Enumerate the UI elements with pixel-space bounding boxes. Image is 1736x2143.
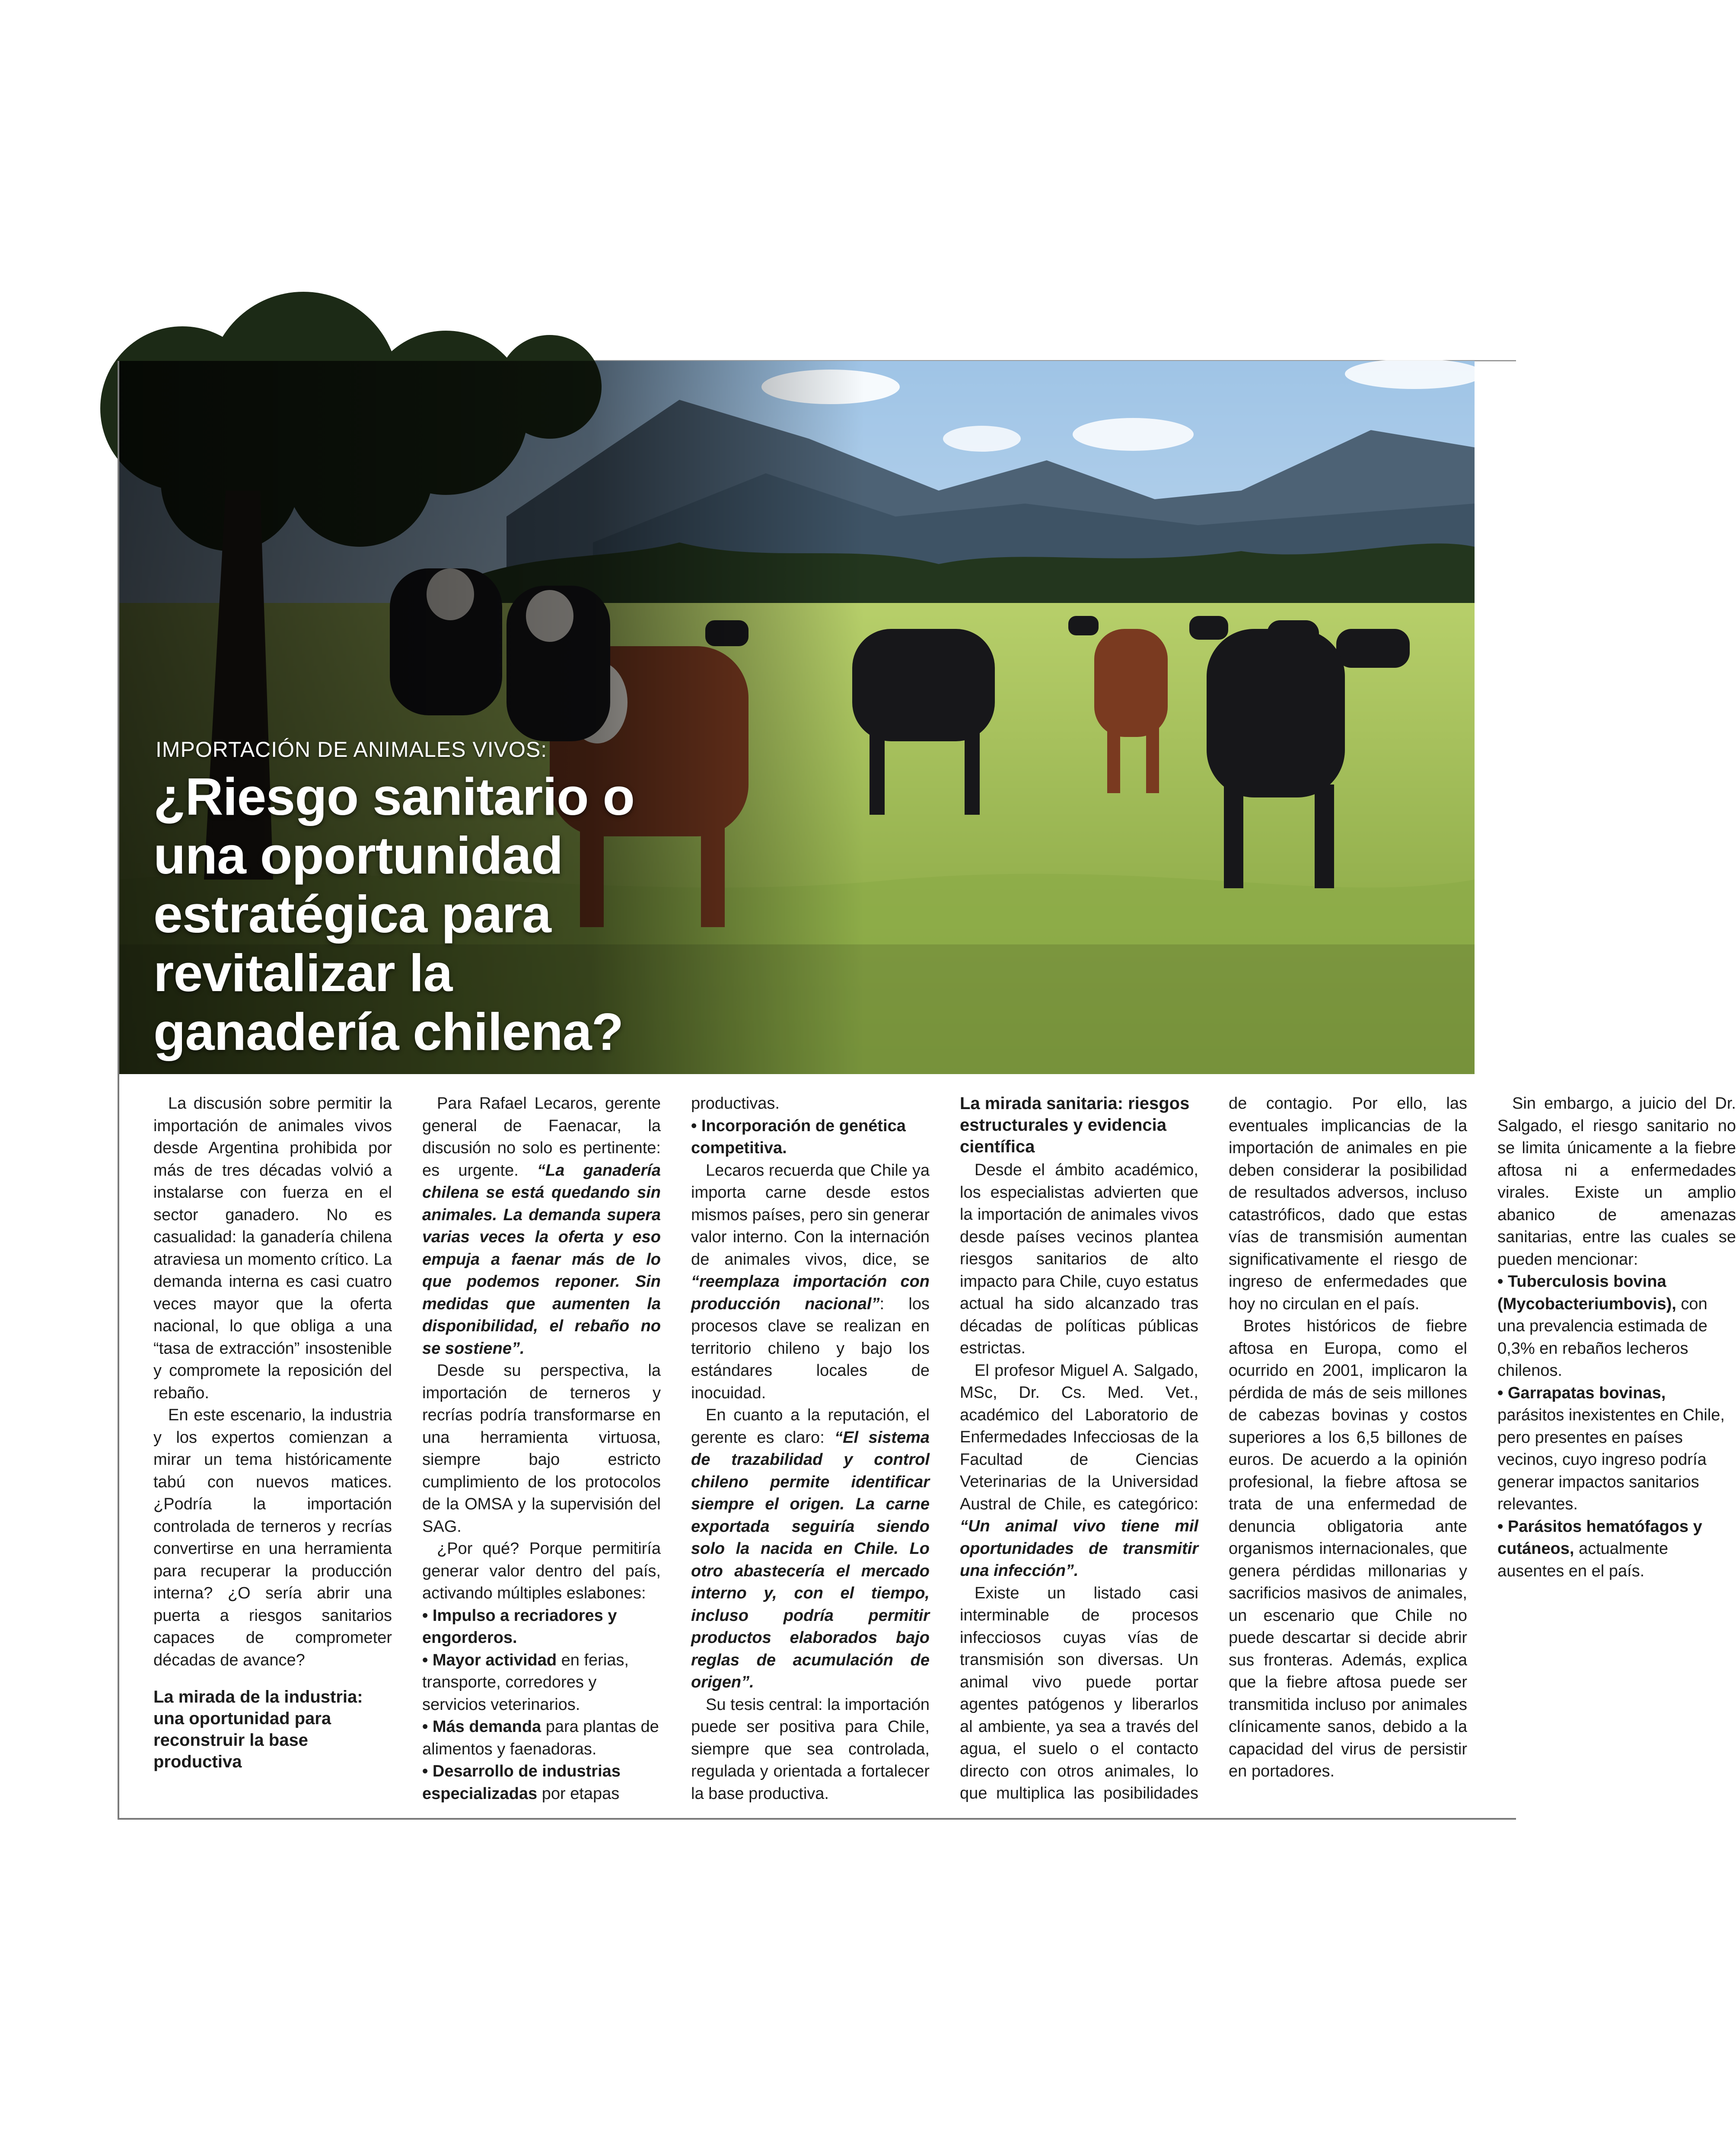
list-item-bold: Desarrollo de industrias especializadas [422, 1762, 621, 1803]
list-item-text: con una prevalencia estimada de 0,3% en rebaños lecheros chilenos. [1497, 1295, 1707, 1380]
list-item [691, 1115, 930, 1160]
list-item-bold: Impulso a recriadores y engorderos. [422, 1606, 617, 1647]
quote: “Un animal vivo tiene mil oportunidades de transmitir una infección”. [960, 1517, 1198, 1580]
list-item-text: por etapas productivas. [537, 1094, 780, 1803]
list-item-bold: Más demanda [432, 1718, 542, 1736]
paragraph: Desde su perspectiva, la importación de terneros y recrías podría transformarse en una herramienta virtuosa, siempre bajo estricto cumplimiento de los protocolos de la OMSA y la supervisión del SAG. [422, 1362, 661, 1536]
paragraph: Desde el ámbito académico, los especialistas advierten que la importación de animales vivos desde países vecinos plantea riesgos sanitarios de alto impacto para Chile, cuyo estatus actual ha sido alcanzado tras décadas de políticas públicas estrictas. [960, 1161, 1198, 1357]
section-heading-industry: La mirada de la industria: una oportunidad para reconstruir la base productiva [153, 1687, 363, 1771]
paragraph [960, 1360, 1198, 1582]
list-item-bold: Mayor actividad [432, 1651, 557, 1669]
paragraph: Su tesis central: la importación puede ser positiva para Chile, siempre que sea controlada, regulada y orientada a fortalecer la base productiva. [691, 1695, 930, 1803]
text-run: En cuanto a la reputación, el gerente es claro: [691, 1406, 930, 1447]
list-item-text: parásitos inexistentes en Chile, pero presentes en países vecinos, cuyo ingreso podría generar impactos sanitarios relevantes. [1497, 1406, 1725, 1513]
list-item-bold: Garrapatas bovinas, [1507, 1384, 1666, 1402]
quote: “La ganadería chilena se está quedando sin animales. La demanda supera varias veces la oferta y eso empuja a faenar más de lo que podemos reponer. Sin medidas que aumenten la disponibilidad, el rebaño no se sostiene”. [422, 1161, 661, 1358]
list-item-bold: Incorporación de genética competitiva. [691, 1116, 906, 1157]
list-item [1497, 1382, 1736, 1516]
section-heading-sanitary: La mirada sanitaria: riesgos estructurales y evidencia científica [960, 1094, 1190, 1156]
text-run: El profesor Miguel A. Salgado, MSc, Dr. Cs. Med. Vet., académico del Laboratorio de Enfermedades Infecciosas de la Facultad de Ciencias Veterinarias de la Universidad Austral de Chile, es categórico: [960, 1361, 1198, 1513]
paragraph: Brotes históricos de fiebre aftosa en Europa, como el ocurrido en 2001, implicaron la pérdida de más de seis millones de cabezas bovinas y costos superiores a los 6,5 billones de euros. De acuerdo a la opinión profesional, la fiebre aftosa se trata de una enfermedad de denuncia obligatoria ante organismos internacionales, que genera pérdidas millonarias y sacrificios masivos de animales, un escenario que Chile no puede descartar si decide abrir sus fronteras. Además, explica que la fiebre aftosa puede ser transmitida incluso por animales clínicamente sanos, debido a la capacidad del virus de persistir en portadores. [1229, 1317, 1467, 1780]
bottom-border-rule [118, 1818, 1516, 1820]
paragraph: ¿Por qué? Porque permitiría generar valor dentro del país, activando múltiples eslabones: [422, 1540, 661, 1602]
text-run: Para Rafael Lecaros, gerente general de Faenacar, la discusión no solo es pertinente: es urgente. [422, 1094, 661, 1180]
threats-list [1497, 1271, 1736, 1582]
paragraph: En este escenario, la industria y los expertos comienzan a mirar un tema históricamente tabú con nuevos matices. ¿Podría la importación controlada de terneros y recrías convertirse en una herramienta para recuperar la producción interna? ¿O sería abrir una puerta a riesgos sanitarios capaces de comprometer décadas de avance? [153, 1406, 392, 1669]
list-item [422, 1649, 661, 1716]
list-item-text: en ferias, transporte, corredores y servicios veterinarios. [422, 1651, 629, 1714]
text-run: Lecaros recuerda que Chile ya importa carne desde estos mismos países, pero sin generar valor interno. Con la internación de animales vivos, dice, se [691, 1161, 930, 1269]
list-item-bold: Parásitos hematófagos y cutáneos, [1497, 1517, 1702, 1558]
quote: “reemplaza importación con producción nacional” [691, 1272, 930, 1313]
paragraph: Sin embargo, a juicio del Dr. Salgado, el riesgo sanitario no se limita únicamente a la fiebre aftosa ni a enfermedades virales. Existe un amplio abanico de amenazas sanitarias, entre las cuales se pueden mencionar: [1497, 1094, 1736, 1269]
list-item-text: actualmente ausentes en el país. [1497, 1540, 1668, 1580]
paragraph [691, 1404, 930, 1694]
paragraph [422, 1093, 661, 1360]
quote: “El sistema de trazabilidad y control chileno permite identificar siempre el origen. La carne exportada seguiría siendo solo la nacida en Chile. Lo otro abastecería el mercado interno y, con el tiempo, incluso podría permitir productos elaborados bajo reglas de acumulación de origen”. [691, 1428, 930, 1691]
list-item-text: para plantas de alimentos y faenadoras. [422, 1718, 659, 1758]
text-run: : los procesos clave se realizan en territorio chileno y bajo los estándares locales de inocuidad. [691, 1295, 930, 1402]
list-item-bold: Tuberculosis bovina (Mycobacteriumbovis), [1497, 1272, 1676, 1313]
list-item [1497, 1516, 1736, 1583]
list-item [422, 1716, 661, 1760]
left-border-rule [118, 361, 119, 1820]
paragraph: Existe un listado casi interminable de procesos infecciosos cuyas vías de transmisión son diversas. Un animal vivo puede portar agentes patógenos y liberarlos al ambiente, ya sea a través del agua, el suelo o el contacto directo con otros animales, lo que multiplica las posibilidades de contagio. Por ello, las eventuales implicancias de la importación de animales en pie deben considerar la posibilidad de resultados adversos, incluso catastróficos, dado que estas vías de transmisión aumentan significativamente el riesgo de ingreso de enfermedades que hoy no circulan en el país. [960, 1094, 1467, 1802]
paragraph [691, 1160, 930, 1405]
list-item [1497, 1271, 1736, 1382]
list-item [422, 1605, 661, 1649]
headline: ¿Riesgo sanitario o una oportunidad estratégica para revitalizar la ganadería chilena? [153, 767, 635, 1061]
article-body [153, 1093, 1736, 1810]
kicker: IMPORTACIÓN DE ANIMALES VIVOS: [156, 737, 548, 762]
paragraph: La discusión sobre permitir la importación de animales vivos desde Argentina prohibida por más de tres décadas volvió a instalarse con fuerza en el sector ganadero. No es casualidad: la ganadería chilena atraviesa un momento crítico. La demanda interna es casi cuatro veces mayor que la oferta nacional, lo que obliga a una “tasa de extracción” insostenible y compromete la reposición del rebaño. [153, 1094, 392, 1402]
